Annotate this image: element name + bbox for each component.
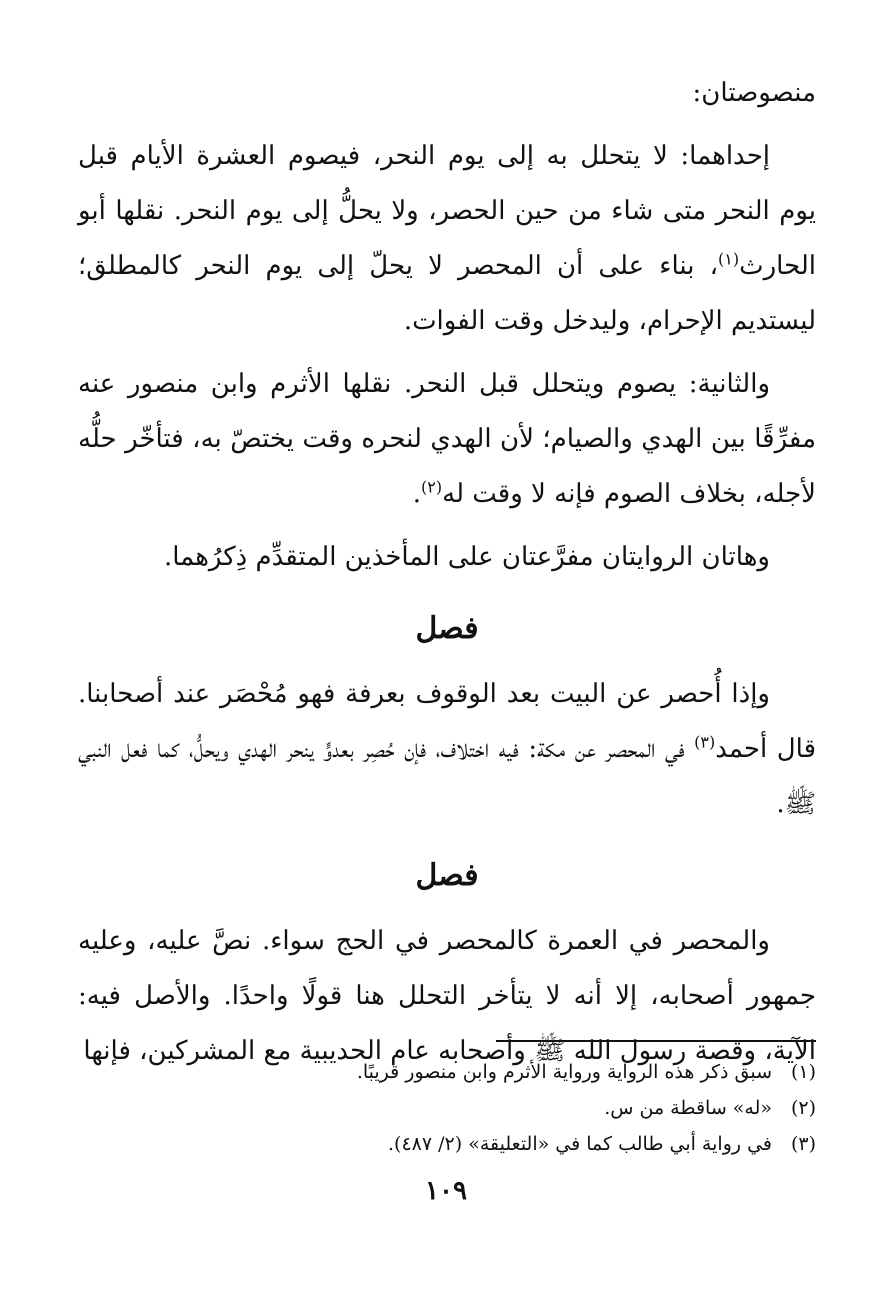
paragraph-first-narration — [78, 129, 816, 349]
footnote-ref-1: (١) — [718, 249, 740, 269]
footnote-text: سبق ذكر هذه الرواية ورواية الأثرم وابن منصور قريبًا. — [356, 1061, 772, 1083]
footnote-number: (٢) — [790, 1097, 816, 1119]
summary-text: وهاتان الروايتان مفرَّعتان على المأخذين المتقدِّم ذِكرُهما. — [164, 542, 770, 572]
main-text — [78, 66, 816, 1079]
umrah-text: والمحصر في العمرة كالمحصر في الحج سواء. نصَّ عليه، وعليه جمهور أصحابه، إلا أنه لا يتأخر التحلل هنا قولًا واحدًا. والأصل فيه: الآية، وقصة رسول الله ﷺ وأصحابه عام الحديبية مع المشركين، فإنها — [78, 926, 816, 1066]
footnote-ref-3: (٣) — [694, 732, 716, 752]
ihsar-text: وإذا أُحصر عن البيت بعد الوقوف بعرفة فهو مُحْصَر عند أصحابنا. قال أحمد — [78, 679, 816, 764]
first-narration-rest: ، بناء على أن المحصر لا يحلّ إلى يوم النحر كالمطلق؛ ليستديم الإحرام، وليدخل وقت الفوات. — [78, 251, 816, 336]
section-heading-1: فصل — [415, 611, 479, 646]
section-heading-2: فصل — [415, 858, 479, 893]
paragraph-summary — [78, 530, 816, 585]
footnote-text: «له» ساقطة من س. — [604, 1097, 772, 1119]
footnote-3 — [78, 1126, 816, 1162]
footnotes — [78, 1040, 816, 1162]
paragraph-ihsar-after-arafah — [78, 667, 816, 832]
first-narration-text: إحداهما: لا يتحلل به إلى يوم النحر، فيصوم العشرة الأيام قبل يوم النحر متى شاء من حين الحصر، ولا يحلُّ إلى يوم النحر. نقلها أبو الحارث — [78, 141, 816, 281]
second-narration-rest: . — [412, 479, 422, 509]
footnote-number: (١) — [790, 1061, 816, 1083]
footnote-1 — [78, 1054, 816, 1090]
page-number: ١٠٩ — [425, 1176, 467, 1206]
ihsar-rest: في المحصر عن مكة: فيه اختلاف، فإن حُصِر بعدوٍّ ينحر الهدي ويحلُّ، كما فعل النبي ﷺ. — [78, 734, 816, 819]
footnote-ref-2: (٢) — [421, 477, 443, 497]
intro-text: منصوصتان: — [692, 78, 816, 108]
footnote-text: في رواية أبي طالب كما في «التعليقة» (٢/ ٤٨٧). — [388, 1133, 772, 1155]
footnote-2 — [78, 1090, 816, 1126]
footnote-number: (٣) — [790, 1133, 816, 1155]
paragraph-second-narration — [78, 357, 816, 522]
paragraph-intro — [78, 66, 816, 121]
second-narration-text: والثانية: يصوم ويتحلل قبل النحر. نقلها الأثرم وابن منصور عنه مفرِّقًا بين الهدي والصيام؛ لأن الهدي لنحره وقت يختصّ به، فتأخّر حلُّه لأجله، بخلاف الصوم فإنه لا وقت له — [78, 369, 816, 509]
